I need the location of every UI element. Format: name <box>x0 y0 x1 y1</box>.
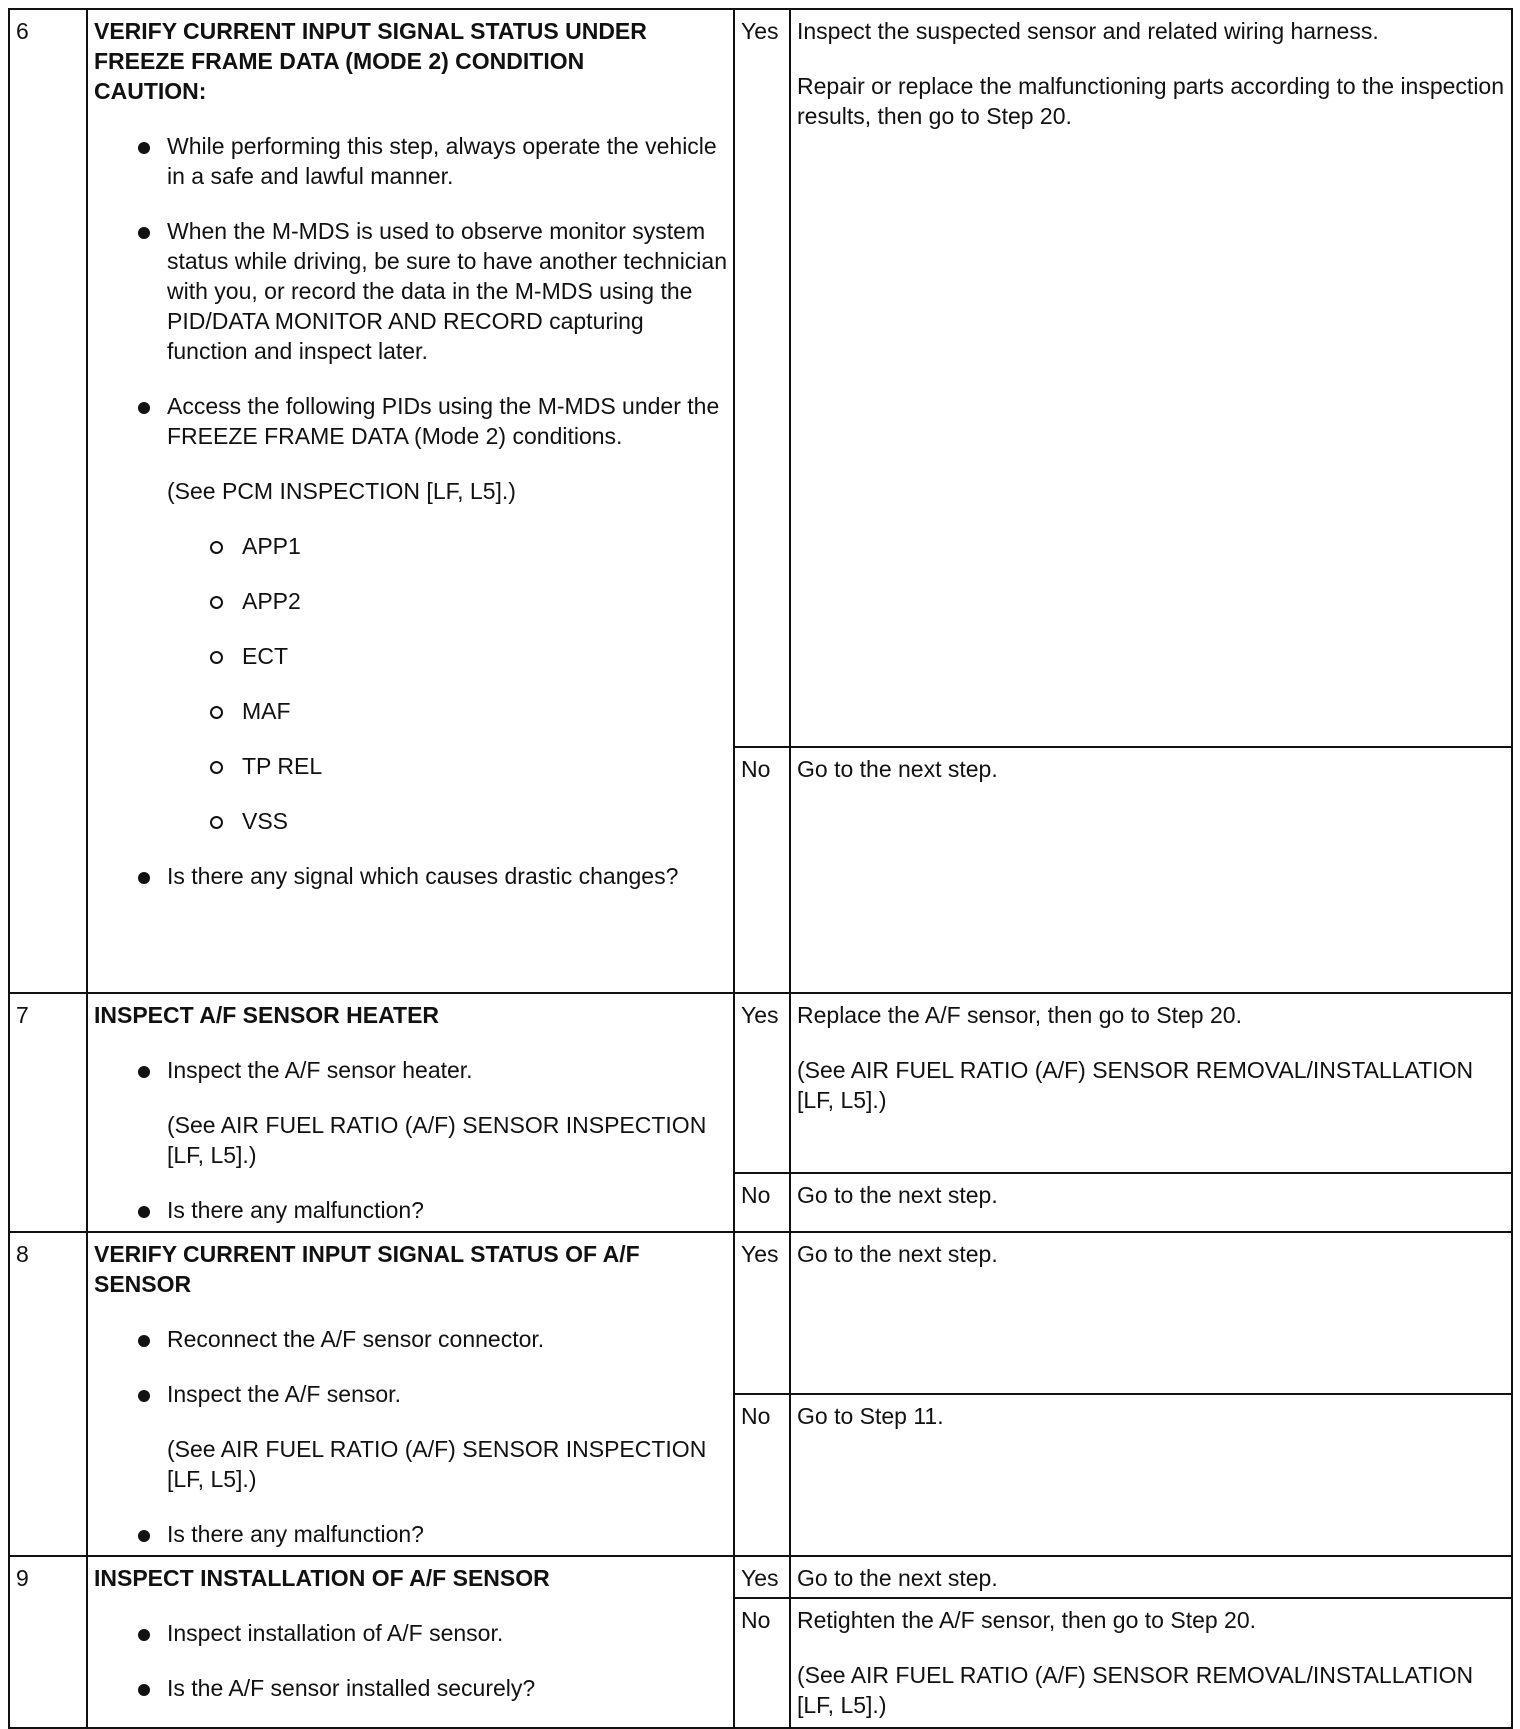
no-label: No <box>734 1598 790 1728</box>
yes-label: Yes <box>734 1232 790 1394</box>
yes-action <box>790 993 1512 1173</box>
no-label: No <box>734 1173 790 1232</box>
action-text: Inspect the suspected sensor and related wiring harness. <box>797 18 1379 44</box>
pid-item: APP1 <box>94 531 727 561</box>
troubleshooting-sheet <box>8 8 1513 1722</box>
bullet-item: When the M-MDS is used to observe monitor system status while driving, be sure to have another technician with you, or record the data in the M-MDS using the PID/DATA MONITOR AND RECORD capturing function and inspect later. <box>94 216 727 366</box>
yes-label: Yes <box>734 1556 790 1598</box>
pid-item: MAF <box>94 696 727 726</box>
pid-item: VSS <box>94 806 727 836</box>
action-text: Retighten the A/F sensor, then go to Step 20. <box>797 1607 1257 1633</box>
step-8-procedure <box>87 1232 734 1556</box>
question-item: Is there any malfunction? <box>94 1195 727 1225</box>
pid-item: ECT <box>94 641 727 671</box>
step-number: 9 <box>9 1556 87 1728</box>
caution-label: CAUTION: <box>94 78 207 104</box>
action-text: Go to the next step. <box>797 1565 998 1591</box>
step-7-yes-row <box>9 993 1512 1173</box>
reference-link[interactable]: (See PCM INSPECTION [LF, L5].) <box>167 478 516 504</box>
step-number: 7 <box>9 993 87 1232</box>
step-7-procedure <box>87 993 734 1232</box>
reference-link[interactable]: (See AIR FUEL RATIO (A/F) SENSOR INSPECTION [LF, L5].) <box>167 1112 707 1168</box>
yes-action <box>790 9 1512 747</box>
step-8-yes-row <box>9 1232 1512 1394</box>
action-text: Repair or replace the malfunctioning parts according to the inspection results, then go to Step 20. <box>797 73 1505 129</box>
yes-label: Yes <box>734 9 790 747</box>
reference-link[interactable]: (See AIR FUEL RATIO (A/F) SENSOR REMOVAL/INSTALLATION [LF, L5].) <box>797 1662 1474 1718</box>
action-text: Replace the A/F sensor, then go to Step 20. <box>797 1002 1242 1028</box>
step-9-procedure <box>87 1556 734 1728</box>
no-action <box>790 747 1512 993</box>
step-9-yes-row <box>9 1556 1512 1598</box>
question-item: Is the A/F sensor installed securely? <box>94 1673 727 1703</box>
action-text: Go to the next step. <box>797 1182 998 1208</box>
no-action <box>790 1598 1512 1728</box>
step-title: INSPECT A/F SENSOR HEATER <box>94 1002 440 1028</box>
bullet-item: While performing this step, always operate the vehicle in a safe and lawful manner. <box>94 131 727 191</box>
bullet-item: Access the following PIDs using the M-MDS under the FREEZE FRAME DATA (Mode 2) conditions. <box>94 391 727 451</box>
action-text: Go to the next step. <box>797 1241 998 1267</box>
pid-item: TP REL <box>94 751 727 781</box>
no-label: No <box>734 747 790 993</box>
action-text: Go to Step 11. <box>797 1403 944 1429</box>
yes-label: Yes <box>734 993 790 1173</box>
question-item: Is there any signal which causes drastic changes? <box>94 861 727 891</box>
reference-link[interactable]: (See AIR FUEL RATIO (A/F) SENSOR INSPECTION [LF, L5].) <box>167 1436 707 1492</box>
no-action <box>790 1394 1512 1556</box>
step-title: VERIFY CURRENT INPUT SIGNAL STATUS OF A/F SENSOR <box>94 1241 640 1297</box>
no-label: No <box>734 1394 790 1556</box>
step-number: 6 <box>9 9 87 993</box>
yes-action <box>790 1556 1512 1598</box>
diagnostic-procedure-table <box>8 8 1513 1729</box>
yes-action <box>790 1232 1512 1394</box>
step-number: 8 <box>9 1232 87 1556</box>
step-title: VERIFY CURRENT INPUT SIGNAL STATUS UNDER FREEZE FRAME DATA (MODE 2) CONDITION <box>94 18 647 74</box>
step-6-procedure <box>87 9 734 993</box>
step-title: INSPECT INSTALLATION OF A/F SENSOR <box>94 1565 550 1591</box>
reference-link[interactable]: (See AIR FUEL RATIO (A/F) SENSOR REMOVAL/INSTALLATION [LF, L5].) <box>797 1057 1474 1113</box>
question-item: Is there any malfunction? <box>94 1519 727 1549</box>
bullet-item: Inspect the A/F sensor heater. <box>94 1055 727 1085</box>
no-action <box>790 1173 1512 1232</box>
bullet-item: Inspect installation of A/F sensor. <box>94 1618 727 1648</box>
action-text: Go to the next step. <box>797 756 998 782</box>
bullet-item: Reconnect the A/F sensor connector. <box>94 1324 727 1354</box>
bullet-item: Inspect the A/F sensor. <box>94 1379 727 1409</box>
pid-item: APP2 <box>94 586 727 616</box>
step-6-yes-row <box>9 9 1512 747</box>
